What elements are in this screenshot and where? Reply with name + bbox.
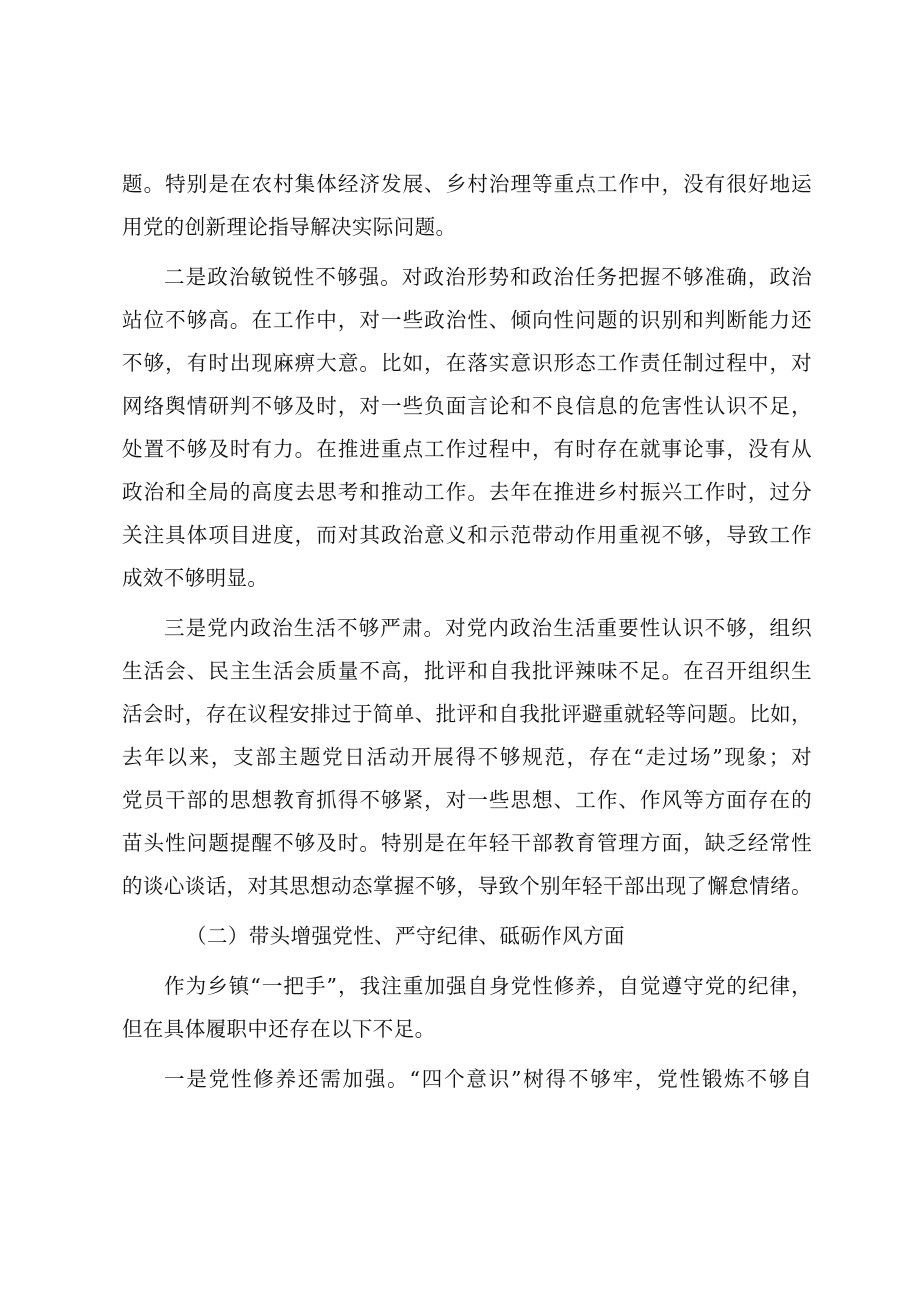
paragraph-line: 二是政治敏锐性不够强。对政治形势和政治任务把握不够准确，政治 — [164, 265, 812, 289]
paragraph-line: 政治和全局的高度去思考和推动工作。去年在推进乡村振兴工作时，过分 — [122, 480, 812, 504]
paragraph-line: 去年以来，支部主题党日活动开展得不够规范，存在“走过场”现象；对 — [122, 745, 812, 769]
paragraph-line: 题。特别是在农村集体经济发展、乡村治理等重点工作中，没有很好地运 — [122, 172, 812, 196]
paragraph-line: 处置不够及时有力。在推进重点工作过程中，有时存在就事论事，没有从 — [122, 437, 812, 461]
paragraph-line: 不够，有时出现麻痹大意。比如，在落实意识形态工作责任制过程中，对 — [122, 351, 812, 375]
paragraph-line: 站位不够高。在工作中，对一些政治性、倾向性问题的识别和判断能力还 — [122, 308, 812, 332]
paragraph-line: 的谈心谈话，对其思想动态掌握不够，导致个别年轻干部出现了懈怠情绪。 — [122, 874, 812, 898]
paragraph-line: 党员干部的思想教育抓得不够紧，对一些思想、工作、作风等方面存在的 — [122, 788, 812, 812]
section-heading: （二）带头增强党性、严守纪律、砥砺作风方面 — [186, 924, 625, 948]
paragraph-line: 成效不够明显。 — [122, 566, 269, 590]
paragraph-line: 活会时，存在议程安排过于简单、批评和自我批评避重就轻等问题。比如， — [122, 702, 812, 726]
paragraph-line: 三是党内政治生活不够严肃。对党内政治生活重要性认识不够，组织 — [164, 616, 812, 640]
paragraph-line: 生活会、民主生活会质量不高，批评和自我批评辣味不足。在召开组织生 — [122, 659, 812, 683]
paragraph-line: 关注具体项目进度，而对其政治意义和示范带动作用重视不够，导致工作 — [122, 523, 812, 547]
paragraph-line: 苗头性问题提醒不够及时。特别是在年轻干部教育管理方面，缺乏经常性 — [122, 831, 812, 855]
paragraph-line: 一是党性修养还需加强。“四个意识”树得不够牢，党性锻炼不够自 — [164, 1067, 812, 1091]
paragraph-line: 作为乡镇“一把手”，我注重加强自身党性修养，自觉遵守党的纪律， — [164, 974, 812, 998]
paragraph-line: 用党的创新理论指导解决实际问题。 — [122, 215, 457, 239]
paragraph-line: 但在具体履职中还存在以下不足。 — [122, 1017, 436, 1041]
paragraph-line: 网络舆情研判不够及时，对一些负面言论和不良信息的危害性认识不足， — [122, 394, 812, 418]
